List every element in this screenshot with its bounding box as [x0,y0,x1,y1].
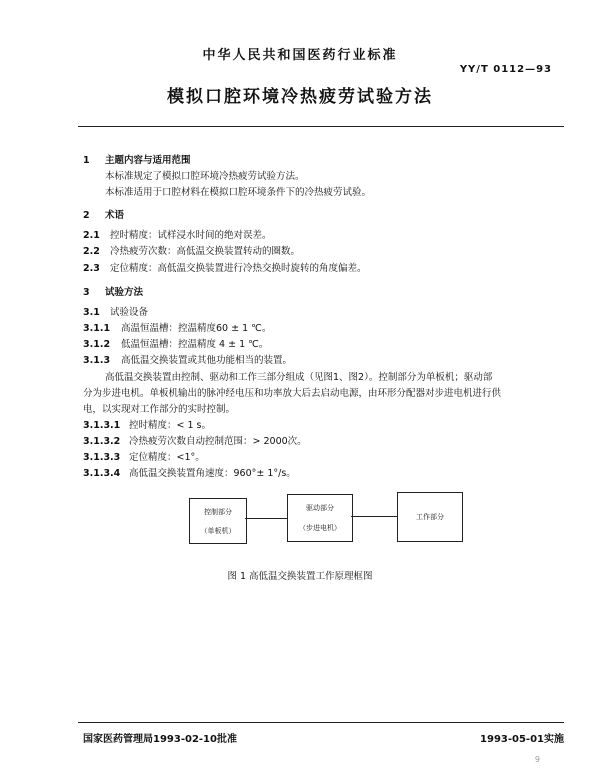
item-3-1-3: 3.1.3 高低温交换装置或其他功能相当的装置。 [83,355,293,366]
item-3-1-3-4: 3.1.3.4 高低温交换装置角速度：960°± 1°/s。 [83,468,296,479]
connector-2 [351,516,397,517]
section-1-para-1: 本标准规定了模拟口腔环境冷热疲劳试验方法。 [105,171,305,182]
paragraph-line-2: 分为步进电机。单板机输出的脉冲经电压和功率放大后去启动电源，由环形分配器对步进电机进行供 [83,388,502,399]
section-1-para-2: 本标准适用于口腔材料在模拟口腔环境条件下的冷热疲劳试验。 [105,187,372,198]
standard-org-title: 中华人民共和国医药行业标准 [202,48,398,63]
drive-unit-box [287,494,353,542]
term-2-2: 2.2 冷热疲劳次数：高低温交换装置转动的圈数。 [83,246,301,257]
section-2-heading: 2 术语 [83,210,125,221]
drive-unit-sub: （步进电机） [299,524,341,532]
footer-rule [78,722,564,723]
subsection-3-1: 3.1 试验设备 [83,307,149,318]
paragraph-line-1: 高低温交换装置由控制、驱动和工作三部分组成（见图1、图2）。控制部分为单板机；驱动部 [105,372,493,383]
approval-date: 国家医药管理局1993-02-10批准 [83,734,237,745]
control-unit-sub: （单板机） [200,527,236,535]
item-3-1-1: 3.1.1 高温恒温槽：控温精度60 ± 1 ℃。 [83,323,272,334]
implementation-date: 1993-05-01实施 [480,734,564,745]
section-1-heading: 1 主题内容与适用范围 [83,155,191,166]
document-title: 模拟口腔环境冷热疲劳试验方法 [167,87,433,107]
work-unit-box [397,492,463,542]
section-3-heading: 3 试验方法 [83,287,144,298]
page-number: 9 [534,755,540,764]
item-3-1-2: 3.1.2 低温恒温槽：控温精度 4 ± 1 ℃。 [83,339,269,350]
standard-code: YY/T 0112—93 [459,64,552,75]
work-unit-title: 工作部分 [416,513,444,521]
paragraph-line-3: 电，以实现对工作部分的实时控制。 [83,404,236,415]
control-unit-box [189,498,247,544]
term-2-3: 2.3 定位精度：高低温交换装置进行冷热交换时旋转的角度偏差。 [83,263,367,274]
term-2-1: 2.1 控时精度：试样浸水时间的绝对误差。 [83,230,272,241]
figure-caption: 图 1 高低温交换装置工作原理框图 [227,571,373,582]
item-3-1-3-1: 3.1.3.1 控时精度：< 1 s。 [83,420,211,431]
item-3-1-3-3: 3.1.3.3 定位精度：<1°。 [83,452,205,463]
top-rule [78,126,564,127]
control-unit-title: 控制部分 [204,508,232,516]
connector-1 [245,518,287,519]
item-3-1-3-2: 3.1.3.2 冷热疲劳次数自动控制范围：> 2000次。 [83,436,307,447]
drive-unit-title: 驱动部分 [306,504,334,512]
